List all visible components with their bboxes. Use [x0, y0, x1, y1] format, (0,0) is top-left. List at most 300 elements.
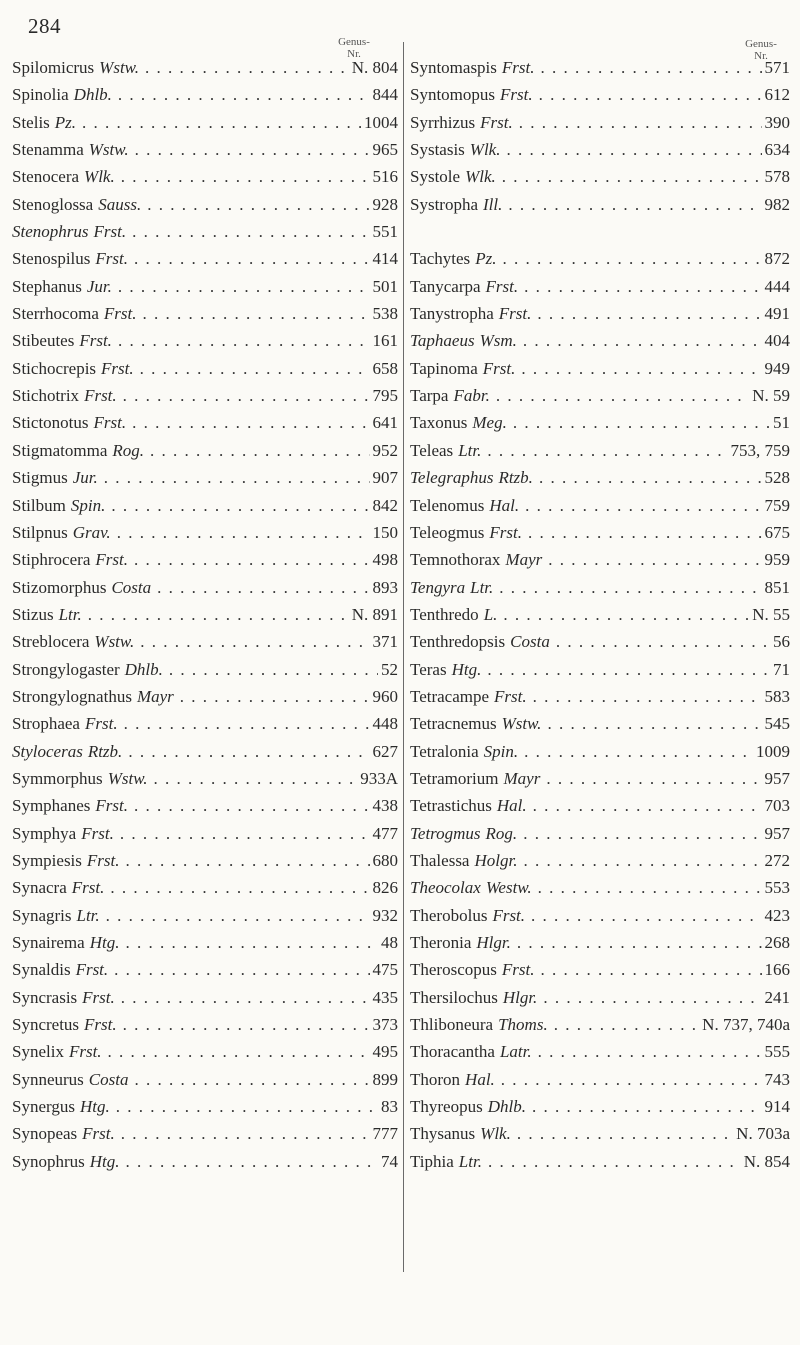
- index-entry: [12, 605, 398, 632]
- index-entry: [410, 441, 790, 468]
- genus-number: 371: [372, 632, 398, 652]
- genus-name: Sympiesis: [12, 850, 82, 870]
- dot-leader: [134, 1070, 369, 1090]
- genus-name: Theocolax: [410, 878, 481, 898]
- author-abbreviation: Wsm.: [479, 331, 517, 351]
- index-entry: [410, 140, 790, 167]
- genus-number: N. 55: [752, 604, 790, 624]
- author-abbreviation: Frst.: [95, 249, 128, 269]
- genus-number: 960: [372, 686, 398, 706]
- author-abbreviation: Latr.: [499, 1042, 532, 1062]
- index-entry: [12, 140, 398, 167]
- author-abbreviation: Hal.: [496, 796, 527, 816]
- dot-leader: [121, 988, 370, 1008]
- author-abbreviation: Frst.: [82, 1124, 115, 1144]
- genus-name: Thliboneura: [410, 1015, 494, 1035]
- genus-number: 844: [372, 85, 398, 105]
- index-entry: [12, 933, 398, 960]
- dot-leader: [517, 1124, 733, 1144]
- index-entry: [410, 249, 790, 276]
- genus-number: 404: [764, 331, 790, 351]
- index-entry: [410, 359, 790, 386]
- genus-number: 161: [372, 331, 398, 351]
- author-abbreviation: Costa: [111, 577, 152, 597]
- genus-number: 444: [764, 276, 790, 296]
- dot-leader: [528, 523, 762, 543]
- index-entry: [12, 851, 398, 878]
- author-abbreviation: Htg.: [89, 933, 120, 952]
- genus-number: 982: [764, 194, 790, 214]
- author-abbreviation: Frst.: [498, 304, 532, 324]
- dot-leader: [523, 331, 762, 351]
- genus-number: 957: [764, 768, 790, 788]
- genus-number: 448: [372, 714, 398, 734]
- author-abbreviation: Wstw.: [99, 58, 139, 77]
- genus-number: N. 703a: [736, 1124, 790, 1144]
- author-abbreviation: Frst.: [84, 1015, 117, 1035]
- genus-number: 438: [372, 796, 398, 816]
- author-abbreviation: Spin.: [70, 495, 106, 515]
- genus-number: 516: [372, 167, 398, 187]
- dot-leader: [150, 441, 369, 461]
- genus-number: 495: [372, 1042, 398, 1062]
- column-header-text: Genus- Nr.: [745, 38, 777, 62]
- dot-leader: [531, 906, 761, 926]
- genus-name: Syrrhizus: [410, 112, 476, 132]
- genus-number: 612: [764, 85, 790, 105]
- author-abbreviation: Frst.: [492, 905, 526, 925]
- index-entry: [410, 906, 790, 933]
- author-abbreviation: Wstw.: [107, 768, 148, 788]
- dot-leader: [523, 824, 761, 844]
- genus-name: Synaldis: [12, 960, 71, 980]
- genus-name: Synairema: [12, 933, 85, 952]
- genus-number: 414: [372, 249, 398, 269]
- dot-leader: [134, 249, 370, 269]
- dot-leader: [524, 277, 761, 297]
- author-abbreviation: Frst.: [500, 85, 533, 105]
- genus-number: 658: [372, 358, 398, 378]
- genus-name: Stigmatomma: [12, 440, 108, 460]
- author-abbreviation: Frst.: [84, 386, 117, 406]
- author-abbreviation: Frst.: [480, 112, 513, 132]
- genus-name: Stenocera: [12, 167, 80, 187]
- genus-name: Streblocera: [12, 632, 90, 652]
- index-entry: [410, 386, 790, 413]
- dot-leader: [502, 167, 762, 187]
- genus-name: Stigmus: [12, 468, 68, 488]
- genus-number: 435: [372, 987, 398, 1007]
- genus-number: 51: [773, 413, 790, 433]
- genus-name: Taxonus: [410, 413, 468, 433]
- genus-number: 74: [381, 1151, 398, 1171]
- dot-leader: [116, 1097, 378, 1117]
- index-entry: [12, 769, 398, 796]
- index-entry: [410, 550, 790, 577]
- genus-number: 932: [372, 905, 398, 925]
- page-number: 284: [28, 14, 61, 38]
- index-entry: [410, 988, 790, 1015]
- dot-leader: [121, 167, 370, 187]
- dot-leader: [142, 304, 369, 324]
- genus-name: Theroscopus: [410, 960, 497, 980]
- index-entry: [410, 277, 790, 304]
- index-entry: [410, 1124, 790, 1151]
- genus-number: 423: [764, 905, 790, 925]
- genus-number: 268: [764, 933, 790, 952]
- genus-name: Systole: [410, 167, 461, 187]
- genus-number: 501: [372, 276, 398, 296]
- dot-leader: [132, 222, 369, 242]
- author-abbreviation: Costa: [510, 632, 550, 652]
- dot-leader: [538, 1042, 762, 1062]
- genus-name: Tetralonia: [410, 741, 479, 761]
- genus-name: Stenospilus: [12, 249, 91, 269]
- genus-number: 1009: [756, 741, 790, 761]
- dot-leader: [145, 58, 349, 78]
- genus-name: Stizomorphus: [12, 577, 107, 597]
- dot-leader: [539, 468, 762, 488]
- author-abbreviation: Dhlb.: [124, 659, 163, 679]
- genus-name: Stenoglossa: [12, 194, 94, 214]
- dot-leader: [502, 249, 761, 269]
- index-entry: [12, 660, 398, 687]
- genus-number: N. 891: [351, 604, 398, 624]
- genus-number: 842: [372, 495, 398, 515]
- index-entry: [12, 578, 398, 605]
- index-entry: [12, 632, 398, 659]
- author-abbreviation: Jur.: [86, 276, 112, 296]
- author-abbreviation: Hlgr.: [476, 933, 511, 952]
- genus-number: 759: [764, 495, 790, 515]
- index-entry: [410, 468, 790, 495]
- index-entry: [12, 195, 398, 222]
- genus-name: Tarpa: [410, 386, 449, 406]
- dot-leader: [108, 1042, 370, 1062]
- dot-leader: [548, 550, 761, 570]
- dot-leader: [123, 1015, 370, 1035]
- dot-leader: [487, 660, 770, 680]
- index-entry: [410, 1015, 790, 1042]
- dot-leader: [554, 1015, 699, 1035]
- dot-leader: [546, 769, 761, 789]
- genus-name: Theronia: [410, 933, 472, 952]
- genus-number: 571: [764, 58, 790, 77]
- author-abbreviation: Mayr: [505, 550, 543, 570]
- index-entry: [12, 468, 398, 495]
- dot-leader: [503, 605, 749, 625]
- dot-leader: [104, 468, 370, 488]
- genus-number: 899: [372, 1069, 398, 1089]
- genus-name: Stilpnus: [12, 522, 68, 542]
- author-abbreviation: Frst.: [103, 304, 137, 324]
- genus-number: 538: [372, 304, 398, 324]
- author-abbreviation: Holgr.: [474, 850, 518, 870]
- dot-leader: [118, 85, 370, 105]
- author-abbreviation: Rog.: [112, 440, 145, 460]
- dot-leader: [524, 742, 753, 762]
- index-entry: [410, 687, 790, 714]
- index-entry: [12, 550, 398, 577]
- index-entry: [12, 1070, 398, 1097]
- index-entry: [410, 496, 790, 523]
- author-abbreviation: Pz.: [475, 249, 497, 269]
- genus-name: Stichotrix: [12, 386, 80, 406]
- genus-name: Tapinoma: [410, 358, 478, 378]
- right-column: [410, 58, 790, 1179]
- dot-leader: [147, 195, 369, 215]
- genus-name: Syntomaspis: [410, 58, 497, 77]
- index-entry: [410, 632, 790, 659]
- genus-number: 933A: [360, 768, 398, 788]
- index-entry: [12, 906, 398, 933]
- index-entry: [12, 1042, 398, 1069]
- genus-name: Tetramorium: [410, 768, 499, 788]
- dot-leader: [134, 796, 370, 816]
- author-abbreviation: Frst.: [501, 960, 535, 980]
- author-abbreviation: Wstw.: [94, 632, 135, 652]
- author-abbreviation: Ltr.: [458, 440, 482, 460]
- author-abbreviation: Ltr.: [458, 1151, 482, 1171]
- dot-leader: [499, 578, 761, 598]
- author-abbreviation: Htg.: [451, 659, 482, 679]
- genus-name: Syncrasis: [12, 987, 78, 1007]
- index-entry: [410, 605, 790, 632]
- author-abbreviation: Frst.: [485, 276, 519, 296]
- genus-name: Telegraphus: [410, 468, 494, 488]
- genus-name: Teras: [410, 659, 447, 679]
- author-abbreviation: Hal.: [465, 1069, 495, 1089]
- author-abbreviation: Dhlb.: [73, 85, 112, 105]
- dot-leader: [532, 1097, 762, 1117]
- genus-number: 907: [372, 468, 398, 488]
- dot-leader: [157, 578, 369, 598]
- dot-leader: [135, 140, 370, 160]
- index-entry: [12, 523, 398, 550]
- genus-name: Stephanus: [12, 276, 82, 296]
- genus-name: Symphya: [12, 823, 77, 843]
- genus-name: Tiphia: [410, 1151, 454, 1171]
- index-entry: [12, 988, 398, 1015]
- genus-number: 627: [372, 741, 398, 761]
- dot-leader: [118, 277, 370, 297]
- genus-number: N. 804: [351, 58, 398, 77]
- author-abbreviation: Thoms.: [498, 1015, 548, 1035]
- genus-name: Stilbum: [12, 495, 66, 515]
- author-abbreviation: Frst.: [482, 358, 516, 378]
- index-entry: [12, 249, 398, 276]
- author-abbreviation: Frst.: [75, 960, 109, 980]
- dot-leader: [132, 413, 369, 433]
- dot-leader: [488, 1152, 741, 1172]
- genus-number: 272: [764, 850, 790, 870]
- author-abbreviation: Frst.: [86, 850, 120, 870]
- index-entry: [410, 413, 790, 440]
- dot-leader: [533, 796, 762, 816]
- index-entry: [410, 769, 790, 796]
- index-entry: [410, 742, 790, 769]
- author-abbreviation: Pz.: [54, 112, 77, 132]
- dot-leader: [538, 878, 762, 898]
- genus-name: Teleas: [410, 440, 454, 460]
- dot-leader: [140, 359, 370, 379]
- index-entry: [12, 687, 398, 714]
- index-entry: [12, 413, 398, 440]
- genus-number: 777: [372, 1124, 398, 1144]
- genus-number: 893: [372, 577, 398, 597]
- index-entry: [12, 796, 398, 823]
- index-entry: [410, 331, 790, 358]
- dot-leader: [124, 714, 370, 734]
- genus-number: 795: [372, 386, 398, 406]
- index-entry: [12, 386, 398, 413]
- genus-name: Stenophrus: [12, 222, 89, 242]
- index-entry: [410, 1152, 790, 1179]
- dot-leader: [121, 1124, 370, 1144]
- author-abbreviation: Hal.: [489, 495, 520, 515]
- genus-number: 583: [764, 686, 790, 706]
- author-abbreviation: Dhlb.: [487, 1097, 526, 1117]
- index-entry: [410, 878, 790, 905]
- author-abbreviation: Hlgr.: [502, 987, 538, 1007]
- left-column: [12, 58, 398, 1179]
- author-abbreviation: Frst.: [501, 58, 535, 77]
- dot-leader: [123, 386, 370, 406]
- genus-number: 851: [764, 577, 790, 597]
- genus-number: 826: [372, 878, 398, 898]
- genus-name: Teleogmus: [410, 522, 485, 542]
- index-entry: [12, 878, 398, 905]
- author-abbreviation: Mayr: [503, 768, 541, 788]
- genus-name: Synopeas: [12, 1124, 78, 1144]
- index-entry: [12, 113, 398, 140]
- index-entry: [12, 1124, 398, 1151]
- dot-leader: [126, 851, 370, 871]
- index-entry: [410, 523, 790, 550]
- genus-number: 166: [764, 960, 790, 980]
- author-abbreviation: Wlk.: [480, 1124, 511, 1144]
- index-entry: [12, 960, 398, 987]
- dot-leader: [496, 386, 749, 406]
- dot-leader: [134, 550, 370, 570]
- genus-name: Syntomopus: [410, 85, 496, 105]
- genus-number: 551: [372, 222, 398, 242]
- genus-name: Stichocrepis: [12, 358, 97, 378]
- dot-leader: [125, 1152, 378, 1172]
- author-abbreviation: Frst.: [95, 550, 128, 570]
- genus-name: Spinolia: [12, 85, 69, 105]
- dot-leader: [117, 523, 370, 543]
- genus-name: Thoracantha: [410, 1042, 495, 1062]
- genus-name: Synophrus: [12, 1151, 85, 1171]
- genus-number: 1004: [364, 112, 398, 132]
- genus-name: Stibeutes: [12, 331, 75, 351]
- author-abbreviation: Frst.: [68, 1042, 102, 1062]
- dot-leader: [154, 769, 358, 789]
- genus-name: Tenthredo: [410, 604, 479, 624]
- index-entry: [12, 167, 398, 194]
- dot-leader: [88, 605, 349, 625]
- genus-name: Spilomicrus: [12, 58, 95, 77]
- dot-leader: [508, 195, 761, 215]
- genus-name: Systasis: [410, 140, 465, 160]
- author-abbreviation: Frst.: [71, 878, 105, 898]
- group-spacer: [410, 222, 790, 249]
- dot-leader: [525, 496, 761, 516]
- dot-leader: [114, 960, 369, 980]
- genus-number: 578: [764, 167, 790, 187]
- author-abbreviation: Grav.: [72, 522, 111, 542]
- author-abbreviation: Costa: [88, 1069, 129, 1089]
- index-entry: [12, 359, 398, 386]
- dot-leader: [533, 687, 762, 707]
- index-entry: [12, 441, 398, 468]
- author-abbreviation: L.: [483, 604, 498, 624]
- index-entry: [410, 960, 790, 987]
- genus-number: 545: [764, 714, 790, 734]
- genus-name: Symmorphus: [12, 768, 103, 788]
- index-entry: [12, 1015, 398, 1042]
- author-abbreviation: Wstw.: [501, 714, 542, 734]
- index-entry: [12, 85, 398, 112]
- genus-number: 959: [764, 550, 790, 570]
- author-abbreviation: Frst.: [82, 987, 115, 1007]
- index-entry: [410, 796, 790, 823]
- dot-leader: [517, 933, 762, 953]
- author-abbreviation: Rog.: [485, 823, 518, 843]
- author-abbreviation: Frst.: [93, 413, 127, 433]
- index-entry: [12, 331, 398, 358]
- index-entry: [12, 1097, 398, 1124]
- dot-leader: [539, 85, 762, 105]
- genus-name: Synelix: [12, 1042, 64, 1062]
- genus-name: Taphaeus: [410, 331, 475, 351]
- index-entry: [410, 933, 790, 960]
- genus-number: N. 854: [743, 1151, 790, 1171]
- genus-name: Tetrastichus: [410, 796, 492, 816]
- dot-leader: [118, 331, 370, 351]
- dot-leader: [506, 140, 761, 160]
- index-entry: [12, 742, 398, 769]
- index-entry: [12, 1152, 398, 1179]
- dot-leader: [110, 878, 369, 898]
- genus-name: Stenamma: [12, 140, 84, 160]
- genus-name: Syncretus: [12, 1015, 80, 1035]
- author-abbreviation: Ltr.: [76, 905, 100, 925]
- author-abbreviation: Frst.: [494, 686, 527, 706]
- genus-name: Thersilochus: [410, 987, 498, 1007]
- genus-number: 949: [764, 358, 790, 378]
- dot-leader: [111, 496, 369, 516]
- dot-leader: [128, 742, 369, 762]
- genus-name: Tengyra: [410, 577, 466, 597]
- genus-number: N. 737, 740a: [702, 1015, 790, 1035]
- index-entry: [12, 58, 398, 85]
- genus-name: Synergus: [12, 1097, 75, 1117]
- genus-number: 477: [372, 823, 398, 843]
- index-entry: [410, 113, 790, 140]
- genus-name: Tenthredopsis: [410, 632, 506, 652]
- genus-number: N. 59: [752, 386, 790, 406]
- genus-name: Thoron: [410, 1069, 461, 1089]
- author-abbreviation: Meg.: [472, 413, 507, 433]
- index-entry: [410, 195, 790, 222]
- genus-number: 528: [764, 468, 790, 488]
- dot-leader: [120, 824, 370, 844]
- genus-name: Telenomus: [410, 495, 485, 515]
- dot-leader: [547, 714, 761, 734]
- author-abbreviation: Ltr.: [58, 604, 82, 624]
